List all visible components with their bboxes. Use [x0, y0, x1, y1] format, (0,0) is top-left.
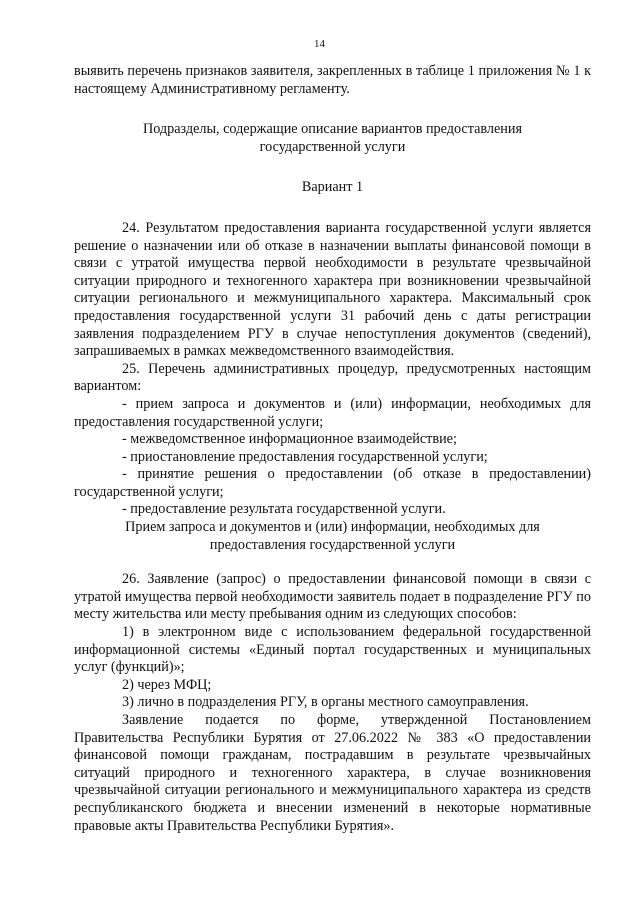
list-item: - предоставление результата государственной услуги.	[122, 501, 446, 518]
final-paragraph: Заявление подается по форме, утвержденной Постановлением Правительства Республики Бурятия от 27.06.2022 № 383 «О предоставлении финансовой помощи гражданам, пострадавшим в результате чрезвычайных ситуаций природного и техногенного характера, в случае возникновения чрезвычайной ситуации регионального и межмуниципального характера из средств республиканского бюджета и внесении изменений в некоторые нормативные правовые акты Правительства Республики Бурятия».	[74, 712, 591, 834]
subsection-title-line-1: Подразделы, содержащие описание вариантов предоставления	[142, 121, 522, 138]
variant-title: Вариант 1	[301, 179, 364, 196]
paragraph-24: 24. Результатом предоставления варианта государственной услуги является решение о назначении или об отказе в назначении выплаты финансовой помощи в связи с утратой имущества первой необходимости в результате чрезвычайной ситуации природного и техногенного характера при возникновении чрезвычайной ситуации регионального и межмуниципального характера. Максимальный срок предоставления государственной услуги 31 рабочий день с даты регистрации заявления подразделением РГУ в случае непоступления документов (сведений), запрашиваемых в рамках межведомственного взаимодействия.	[74, 219, 591, 360]
list-item: - приостановление предоставления государственной услуги;	[122, 448, 488, 465]
section-heading-line-1: Прием запроса и документов и (или) информации, необходимых для	[125, 519, 540, 536]
page-number: 14	[314, 38, 325, 50]
list-item: - прием запроса и документов и (или) информации, необходимых для предоставления государственной услуги;	[74, 395, 591, 430]
paragraph-26: 26. Заявление (запрос) о предоставлении финансовой помощи в связи с утратой имущества первой необходимости заявитель подает в подразделение РГУ по месту жительства или месту пребывания одним из следующих способов:	[74, 571, 591, 623]
list-item: - принятие решения о предоставлении (об отказе в предоставлении) государственной услуги;	[74, 466, 591, 500]
paragraph-25: 25. Перечень административных процедур, предусмотренных настоящим вариантом:	[74, 360, 591, 395]
subsection-title-line-2: государственной услуги	[259, 138, 406, 155]
list-item: 2) через МФЦ;	[122, 676, 212, 693]
list-item: 3) лично в подразделения РГУ, в органы местного самоуправления.	[122, 694, 529, 711]
intro-paragraph: выявить перечень признаков заявителя, закрепленных в таблице 1 приложения № 1 к настоящему Административному регламенту.	[74, 63, 591, 97]
section-heading-line-2: предоставления государственной услуги	[209, 536, 456, 553]
list-item: 1) в электронном виде с использованием федеральной государственной информационной системы «Единый портал государственных и муниципальных услуг (функций)»;	[74, 624, 591, 676]
document-body	[74, 63, 591, 835]
list-item: - межведомственное информационное взаимодействие;	[122, 431, 457, 448]
